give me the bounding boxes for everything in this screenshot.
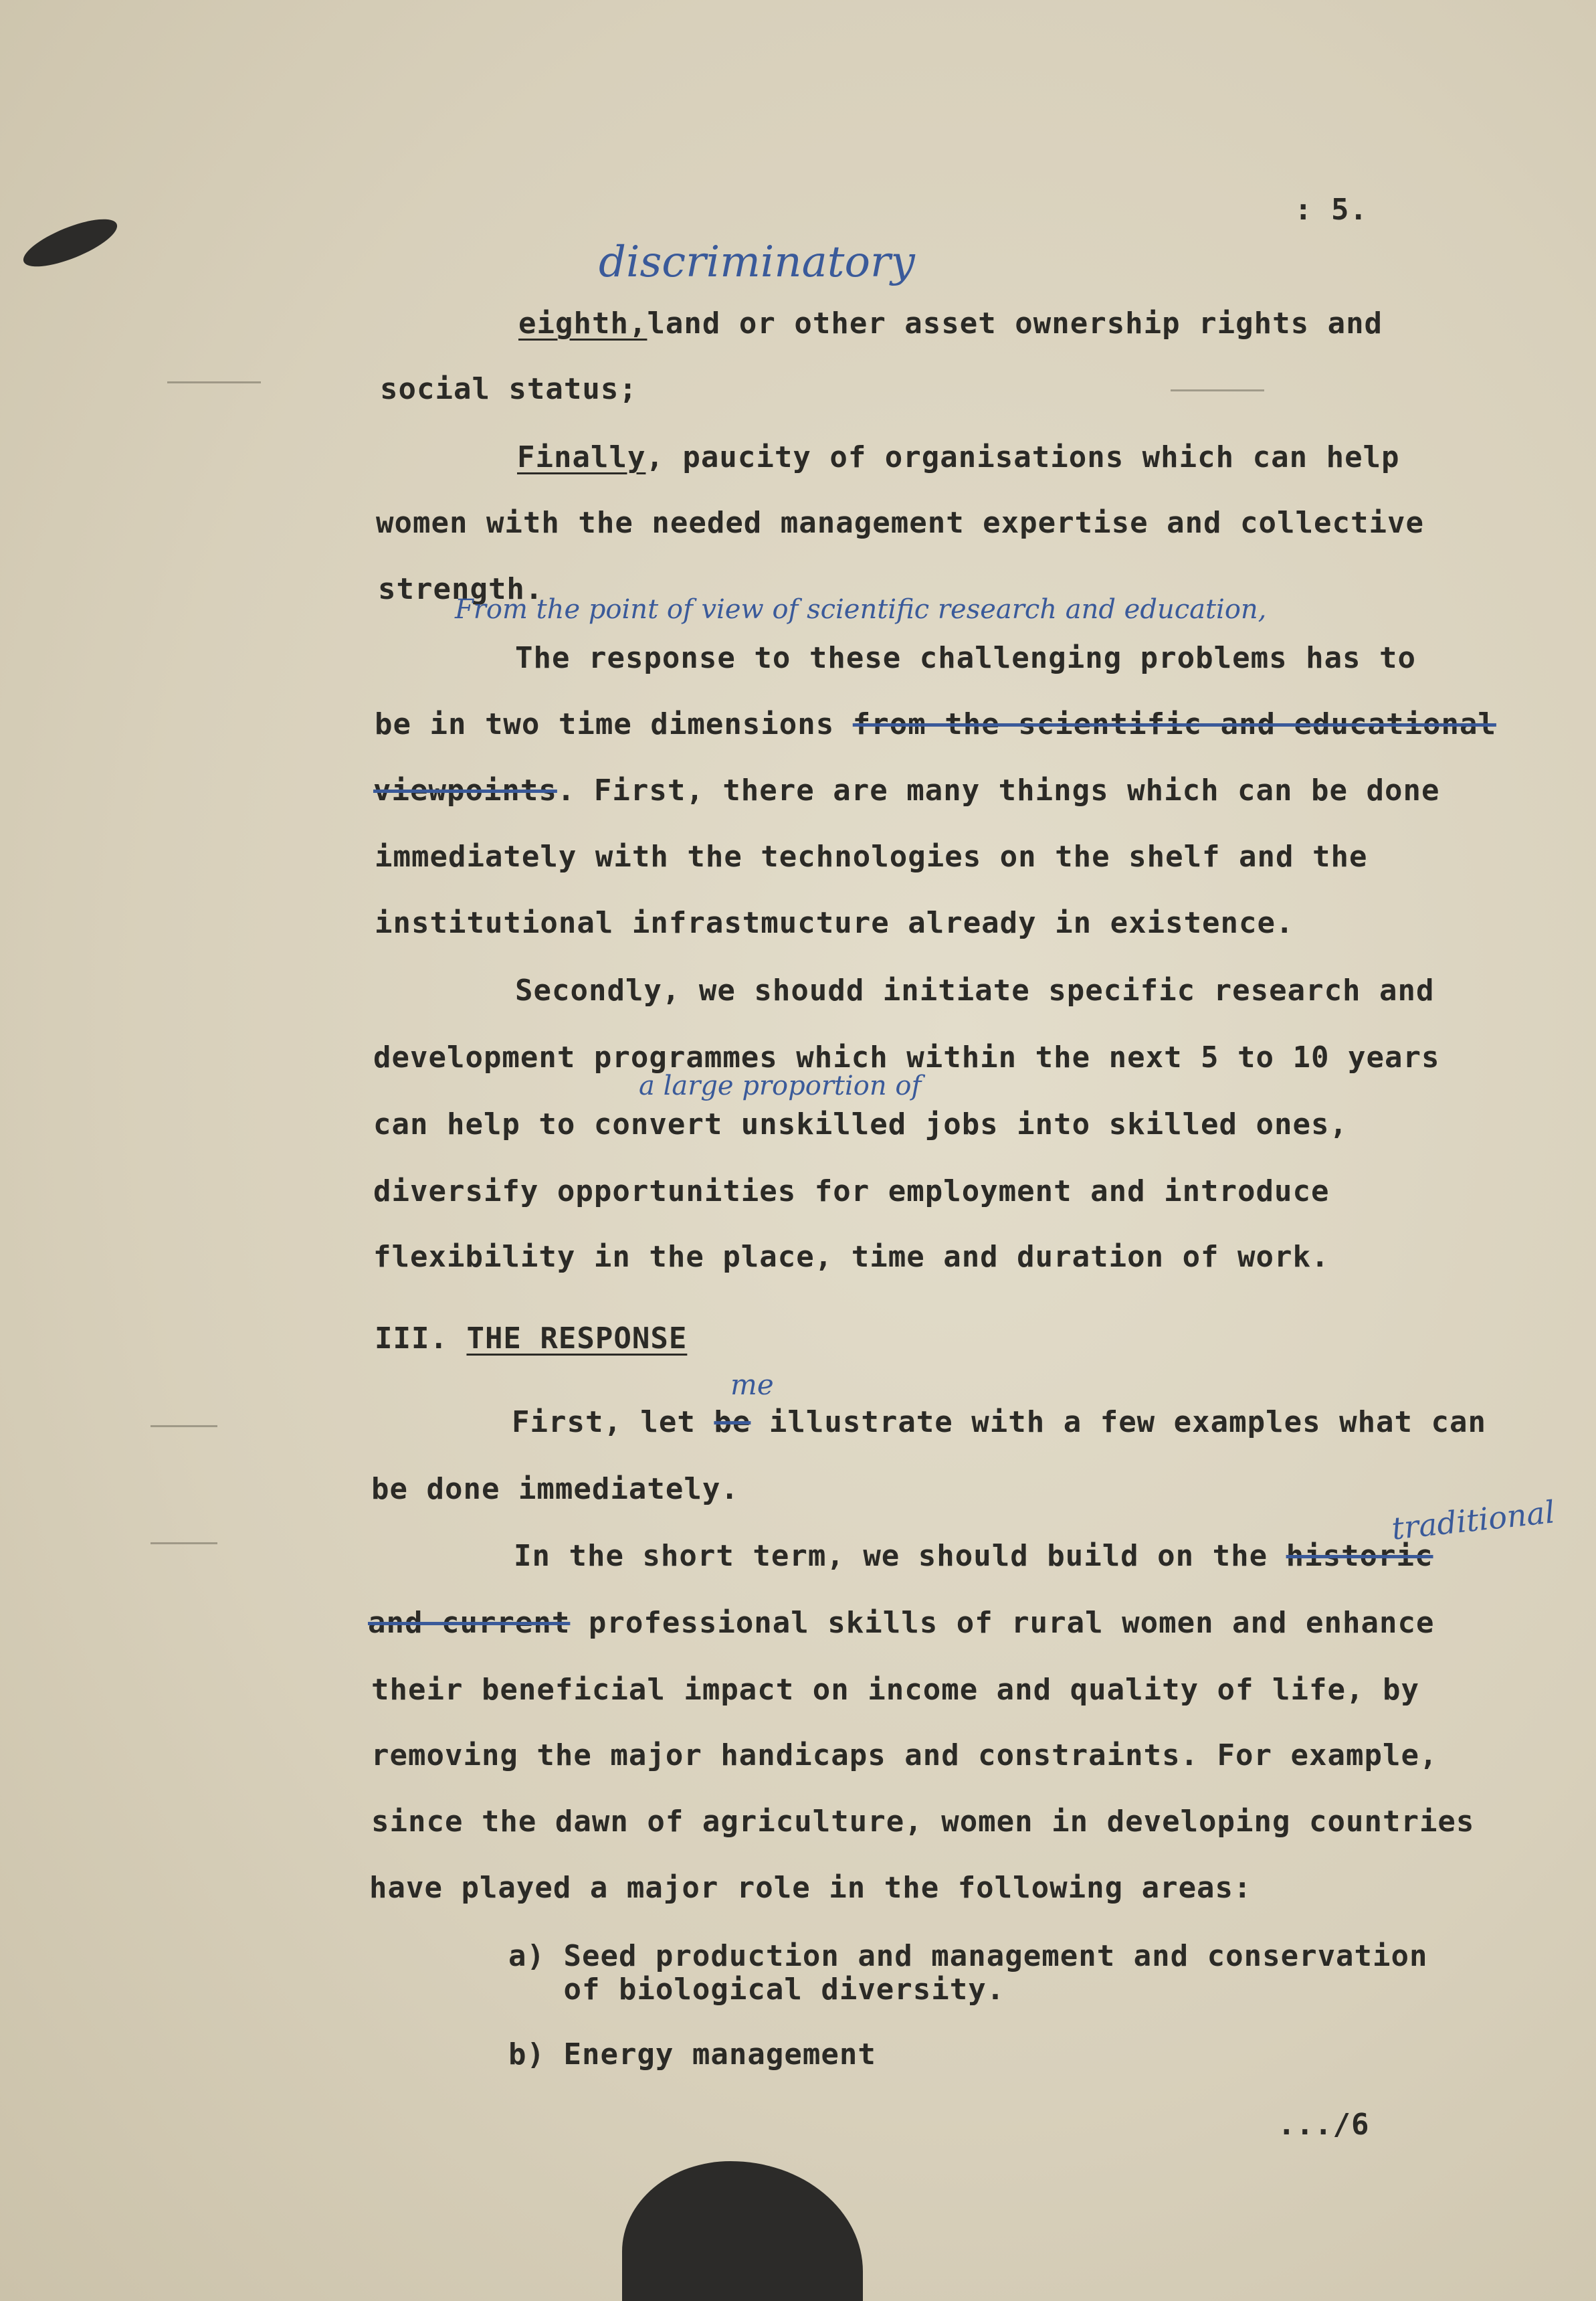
text-line: social status; bbox=[380, 372, 637, 406]
text-line: The response to these challenging problems has to bbox=[515, 641, 1417, 675]
text-line: strength. bbox=[378, 572, 544, 606]
continuation-marker: .../6 bbox=[1278, 2108, 1370, 2142]
text-line: Secondly, we shoudd initiate specific research and bbox=[515, 974, 1435, 1008]
text-line bbox=[518, 306, 1383, 341]
handwritten-discriminatory: discriminatory bbox=[599, 238, 915, 287]
text-segment: be in two time dimensions bbox=[375, 707, 835, 741]
heading-number: III. bbox=[375, 1321, 467, 1356]
text-line: diversify opportunities for employment and introduce bbox=[373, 1174, 1330, 1208]
text-line: have played a major role in the following areas: bbox=[369, 1871, 1252, 1905]
text-segment: In the short term, we should build on the bbox=[514, 1539, 1286, 1573]
burn-stain-bottom bbox=[622, 2161, 863, 2301]
text-line bbox=[517, 440, 1400, 474]
margin-mark bbox=[167, 381, 261, 383]
text-line bbox=[375, 707, 1496, 741]
section-heading bbox=[375, 1321, 687, 1356]
ink-blot-top-left bbox=[18, 210, 122, 276]
handwritten-insertion: a large proportion of bbox=[639, 1071, 922, 1101]
text-line: institutional infrastmucture already in existence. bbox=[375, 906, 1294, 940]
struck-text: viewpoints bbox=[373, 773, 557, 808]
text-line: since the dawn of agriculture, women in developing countries bbox=[371, 1805, 1475, 1839]
handwritten-insertion: traditional bbox=[1389, 1493, 1557, 1547]
text-segment: professional skills of rural women and enhance bbox=[570, 1606, 1435, 1640]
text-line: can help to convert unskilled jobs into skilled ones, bbox=[373, 1107, 1348, 1141]
text-line: be done immediately. bbox=[371, 1472, 739, 1506]
list-item-a: a) Seed production and management and conservation bbox=[508, 1939, 1428, 1973]
text-segment: land or other asset ownership rights and bbox=[647, 306, 1383, 341]
text-line: development programmes which within the next 5 to 10 years bbox=[373, 1040, 1440, 1075]
emphasis-finally: Finally bbox=[517, 440, 646, 474]
list-item-b: b) Energy management bbox=[508, 2037, 876, 2072]
text-segment: , paucity of organisations which can help bbox=[645, 440, 1400, 474]
text-line bbox=[368, 1606, 1434, 1640]
page-number: : 5. bbox=[1294, 193, 1368, 227]
text-segment: illustrate with a few examples what can bbox=[751, 1405, 1486, 1439]
text-line: immediately with the technologies on the shelf and the bbox=[375, 840, 1368, 874]
margin-mark bbox=[1171, 389, 1264, 391]
text-segment: First, let bbox=[512, 1405, 714, 1439]
text-line: their beneficial impact on income and quality of life, by bbox=[371, 1673, 1419, 1707]
emphasis-eighth: eighth, bbox=[518, 306, 647, 341]
heading-title: THE RESPONSE bbox=[466, 1321, 688, 1356]
text-line bbox=[512, 1405, 1486, 1439]
text-line: flexibility in the place, time and duration of work. bbox=[373, 1240, 1330, 1274]
handwritten-correction: me bbox=[730, 1368, 774, 1401]
struck-text: from the scientific and educational bbox=[852, 707, 1496, 741]
text-segment: . First, there are many things which can be done bbox=[557, 773, 1440, 808]
struck-text: and current bbox=[368, 1606, 571, 1640]
text-line bbox=[373, 773, 1439, 808]
text-line: removing the major handicaps and constraints. For example, bbox=[371, 1738, 1438, 1772]
handwritten-insertion: From the point of view of scientific research and education, bbox=[455, 594, 1267, 625]
struck-text: historic bbox=[1286, 1539, 1433, 1573]
list-item-a-continued: of biological diversity. bbox=[508, 1972, 1005, 2007]
margin-mark bbox=[151, 1542, 217, 1544]
margin-mark bbox=[151, 1425, 217, 1427]
struck-text: be bbox=[714, 1405, 751, 1439]
text-line: women with the needed management expertise and collective bbox=[376, 506, 1424, 540]
text-line bbox=[514, 1539, 1433, 1573]
